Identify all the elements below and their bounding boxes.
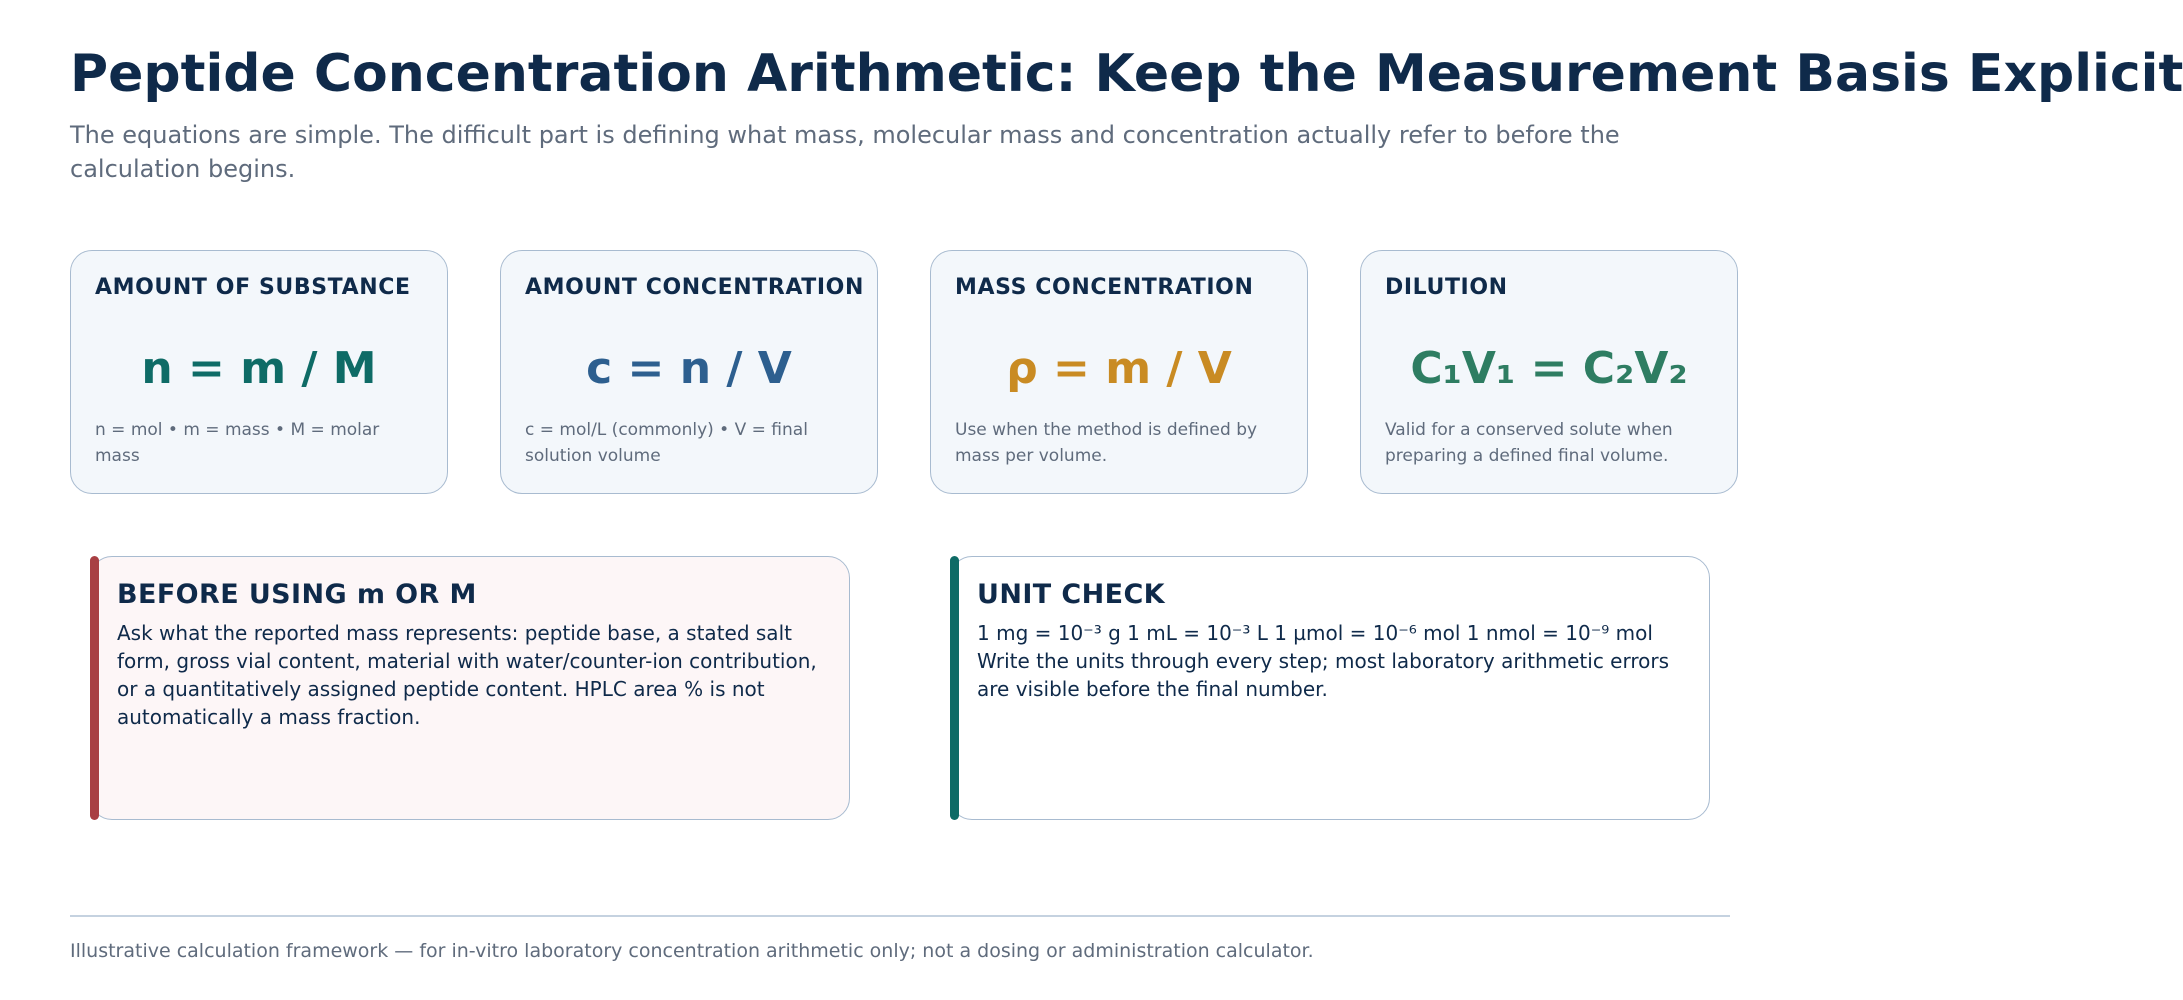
card-heading: DILUTION <box>1385 275 1508 300</box>
card-amount-concentration <box>500 250 878 494</box>
panel-accent-bar <box>950 556 959 820</box>
panel-before-using <box>90 556 850 820</box>
formula-dilution: C₁V₁ = C₂V₂ <box>1410 343 1688 394</box>
page-subtitle: The equations are simple. The difficult part is defining what mass, molecular mass and concentration actually refer to before the calculation begins. <box>70 121 1620 183</box>
footer-divider <box>70 915 1730 917</box>
panel-heading: UNIT CHECK <box>977 579 1165 610</box>
panel-accent-bar <box>90 556 99 820</box>
panel-body: 1 mg = 10⁻³ g 1 mL = 10⁻³ L 1 µmol = 10⁻⁶ mol 1 nmol = 10⁻⁹ mol Write the units through every step; most laboratory arithmetic errors are visible before the final number. <box>977 621 1670 701</box>
footer-note: Illustrative calculation framework — for in-vitro laboratory concentration arithmetic only; not a dosing or administration calculator. <box>70 940 1314 962</box>
card-heading: AMOUNT OF SUBSTANCE <box>95 275 411 300</box>
card-note: Use when the method is defined by mass per volume. <box>955 420 1258 466</box>
card-note: n = mol • m = mass • M = molar mass <box>95 420 380 466</box>
panel-unit-check <box>950 556 1710 820</box>
formula-amount-concentration: c = n / V <box>586 343 792 394</box>
panel-body: Ask what the reported mass represents: peptide base, a stated salt form, gross vial content, material with water/counter-ion contribution, or a quantitatively assigned peptide content. HPLC area % is not automatically a mass fraction. <box>117 621 817 729</box>
card-amount-of-substance <box>70 250 448 494</box>
page-title: Peptide Concentration Arithmetic: Keep the Measurement Basis Explicit <box>70 44 2183 104</box>
card-note: c = mol/L (commonly) • V = final solution volume <box>525 420 808 466</box>
formula-amount-of-substance: n = m / M <box>141 343 377 394</box>
formula-mass-concentration: ρ = m / V <box>1006 343 1232 394</box>
card-mass-concentration <box>930 250 1308 494</box>
panel-heading: BEFORE USING m OR M <box>117 579 477 610</box>
card-note: Valid for a conserved solute when preparing a defined final volume. <box>1385 420 1673 466</box>
card-heading: MASS CONCENTRATION <box>955 275 1254 300</box>
card-heading: AMOUNT CONCENTRATION <box>525 275 864 300</box>
card-dilution <box>1360 250 1738 494</box>
